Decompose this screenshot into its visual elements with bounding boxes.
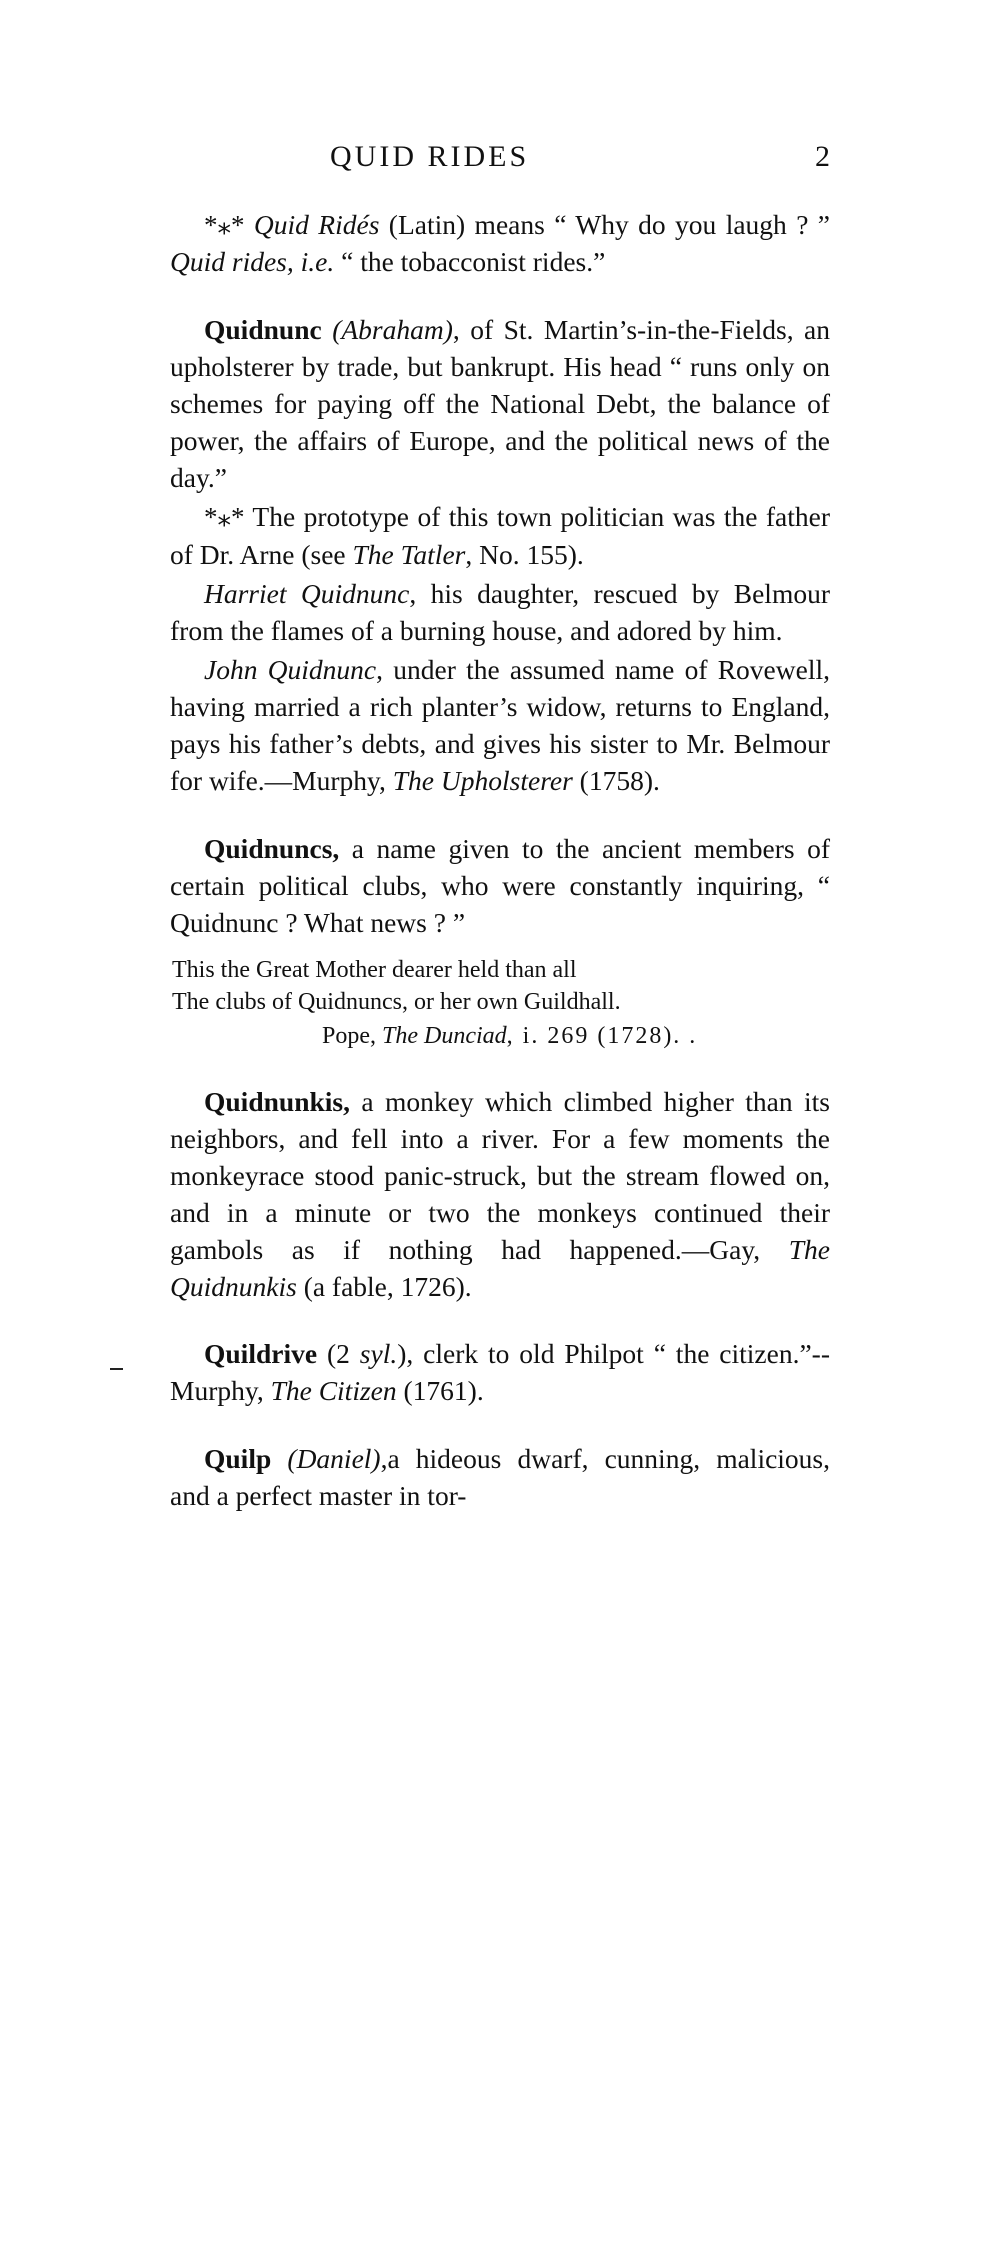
quote-source-title: The Dunciad (382, 1022, 507, 1049)
headword-qualifier: (Daniel) (287, 1442, 381, 1474)
headword-quidnunc: Quidnunc (204, 313, 322, 345)
entry-quidnuncs (170, 830, 830, 941)
entry-date: (1761). (396, 1375, 484, 1407)
entry-quid-rides-note (170, 206, 830, 281)
entry-quidnunc-note (170, 498, 830, 573)
note-text-tail: , No. 155). (465, 538, 584, 570)
quote-line-2: The clubs of Quidnuncs, or her own Guildhall. (172, 988, 621, 1015)
page-content (170, 140, 830, 1514)
entry-quidnunkis (170, 1083, 830, 1306)
asterism-mark: *⁎* (204, 210, 245, 240)
entry-term-italic-2: Quid rides, i.e. (170, 246, 335, 278)
entry-quilp (170, 1440, 830, 1514)
entry-source-title: The Quidnunkis (170, 1234, 830, 1303)
running-head: QUID RIDES (330, 140, 530, 173)
entry-term-italic: Quid Ridés (253, 209, 380, 240)
sub-entry-harriet-quidnunc (170, 575, 830, 649)
entry-body: , of St. Martin’s-in-the-Fields, an upholsterer by trade, but bankrupt. His head “ runs only on schemes for paying off the National Debt, the balance of power, the affairs of Europe, and the political news of the day.” (170, 313, 831, 494)
entry-source-title: The Citizen (270, 1375, 397, 1407)
entry-abbrev: syl. (359, 1338, 398, 1370)
headword-quidnunkis: Quidnunkis, (204, 1085, 351, 1117)
entry-body: a monkey which climbed higher than its neighbors, and fell into a river. For a few moments the monkeyrace stood panic-struck, but the stream flowed on, and in a minute or two the monkeys continued their gambols as if nothing had happened.—Gay, (170, 1085, 830, 1266)
quote-line-1: This the Great Mother dearer held than all (172, 956, 577, 983)
sub-entry-date: (1758). (572, 765, 660, 797)
quote-attribution (322, 1021, 830, 1053)
note-text: The prototype of this town politician was the father of Dr. Arne (see (170, 501, 830, 570)
page-header (170, 140, 830, 192)
asterism-mark: *⁎* (204, 502, 245, 533)
sub-entry-source-title: The Upholsterer (392, 765, 573, 797)
sub-entry-john-quidnunc (170, 651, 830, 800)
note-source-title: The Tatler (352, 538, 466, 570)
entry-body: ,a hideous dwarf, cunning, malicious, and a perfect master in tor- (170, 1442, 831, 1511)
sub-entry-name: Harriet Quidnunc (204, 577, 410, 609)
entry-body-1: (2 (317, 1338, 360, 1370)
sub-entry-text: , his daughter, rescued by Belmour from the flames of a burning house, and adored by him. (170, 577, 830, 646)
margin-tick-mark (110, 1368, 123, 1370)
headword-quilp: Quilp (204, 1442, 272, 1474)
entry-body: a name given to the ancient members of certain political clubs, who were constantly inquiring, “ Quidnunc ? What news ? ” (170, 832, 830, 938)
entry-quidnunc (170, 311, 830, 497)
headword-qualifier: (Abraham) (332, 313, 453, 345)
entry-date: (a fable, 1726). (296, 1271, 472, 1303)
sub-entry-text: , under the assumed name of Rovewell, having married a rich planter’s widow, returns to England, pays his father’s debts, and gives his sister to Mr. Belmour for wife.—Murphy, (170, 654, 830, 797)
entry-text-2: “ the tobacconist rides.” (334, 246, 606, 278)
page-number: 2 (815, 140, 830, 173)
headword-quidnuncs: Quidnuncs, (204, 832, 340, 864)
quote-reference: , i. 269 (1728). . (506, 1022, 698, 1049)
headword-quildrive: Quildrive (204, 1338, 318, 1370)
entry-text: (Latin) means “ Why do you laugh ? ” (379, 209, 830, 240)
entry-body-2: ), clerk to old Philpot “ the citizen.”--Murphy, (170, 1338, 830, 1407)
quote-author: Pope, (322, 1022, 382, 1049)
quotation-block (172, 955, 830, 1053)
sub-entry-name: John Quidnunc (204, 654, 377, 685)
entry-quildrive (170, 1335, 830, 1409)
